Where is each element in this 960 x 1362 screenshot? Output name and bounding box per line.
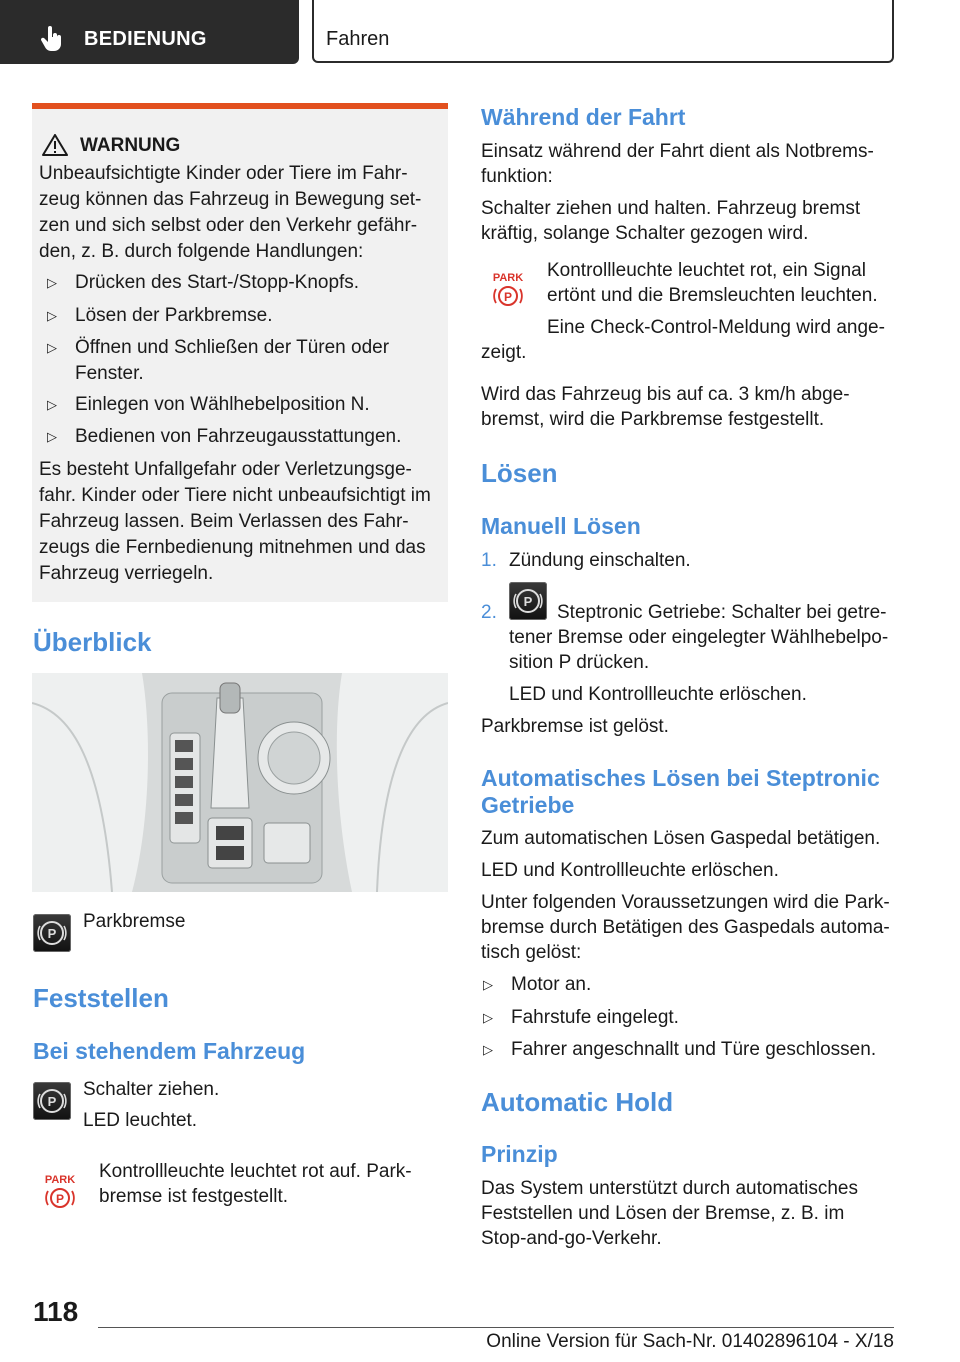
heading-line: Getriebe <box>481 792 575 818</box>
heading-line: Automatisches Lösen bei Steptronic <box>481 765 880 791</box>
svg-text:P: P <box>47 1094 57 1109</box>
heading-automatic-hold: Automatic Hold <box>481 1087 674 1117</box>
text-line: funktion: <box>481 166 553 187</box>
text-line: fahr. Kinder oder Tiere nicht unbeaufsichtigt im <box>39 485 431 506</box>
bullet-triangle-icon: ▷ <box>47 308 57 323</box>
text-line: ertönt und die Bremsleuchten leuchten. <box>547 285 878 306</box>
text-line: Eine Check-Control-Meldung wird ange- <box>547 317 885 338</box>
section-tab <box>0 0 299 64</box>
text-line: Kontrollleuchte leuchtet rot, ein Signal <box>547 260 866 281</box>
svg-text:PARK: PARK <box>492 272 524 284</box>
heading-prinzip: Prinzip <box>481 1141 558 1167</box>
center-console-image <box>32 673 448 892</box>
bullet-triangle-icon: ▷ <box>47 275 57 290</box>
text-line: den, z. B. durch folgende Handlungen: <box>39 241 364 262</box>
svg-text:PARK: PARK <box>44 1174 76 1186</box>
bullet-triangle-icon: ▷ <box>47 429 57 444</box>
heading-ueberblick: Überblick <box>33 627 152 657</box>
step-text: LED und Kontrollleuchte erlöschen. <box>509 684 807 705</box>
svg-text:P: P <box>47 926 57 941</box>
svg-text:P: P <box>523 594 533 609</box>
svg-text:P: P <box>503 290 513 304</box>
warning-title: WARNUNG <box>80 135 181 156</box>
warning-triangle-icon <box>42 134 68 156</box>
hand-pointer-icon <box>40 26 64 52</box>
text-line: bremse durch Betätigen des Gaspedals automa- <box>481 917 890 938</box>
text-line: Parkbremse ist gelöst. <box>481 716 669 737</box>
step-number: 1. <box>481 550 497 571</box>
text-line: zeug können das Fahrzeug in Bewegung set- <box>39 189 422 210</box>
text-line: Fahrzeug lassen. Beim Verlassen des Fahr- <box>39 511 409 532</box>
chapter-tab <box>312 0 894 63</box>
text-line: tisch gelöst: <box>481 942 582 963</box>
park-warning-light-icon <box>40 1172 80 1212</box>
bullet-triangle-icon: ▷ <box>483 977 493 992</box>
step-text: tener Bremse oder eingelegter Wählhebelpo- <box>509 627 889 648</box>
page-number: 118 <box>33 1296 79 1327</box>
heading-manuell-loesen: Manuell Lösen <box>481 513 641 539</box>
svg-text:P: P <box>55 1192 65 1206</box>
footer-divider <box>98 1327 894 1328</box>
text-line: Schalter ziehen. <box>83 1079 220 1100</box>
heading-automatisches-loesen <box>481 765 880 819</box>
heading-waehrend-fahrt: Während der Fahrt <box>481 104 686 130</box>
text-line: zen und sich selbst oder den Verkehr gefähr- <box>39 215 418 236</box>
text-line: Kontrollleuchte leuchtet rot auf. Park- <box>99 1161 412 1182</box>
text-line: Das System unterstützt durch automatisches <box>481 1178 858 1199</box>
text-line: Einsatz während der Fahrt dient als Notbrems- <box>481 141 874 162</box>
bullet-triangle-icon: ▷ <box>483 1010 493 1025</box>
text-line: Wird das Fahrzeug bis auf ca. 3 km/h abge- <box>481 384 850 405</box>
text-line: bremse ist festgestellt. <box>99 1186 289 1207</box>
text-line: Fahrzeug verriegeln. <box>39 563 214 584</box>
text-line: Zum automatischen Lösen Gaspedal betätigen. <box>481 828 881 849</box>
chapter-title: Fahren <box>326 28 390 50</box>
bullet-triangle-icon: ▷ <box>47 340 57 355</box>
text-line: bremst, wird die Parkbremse festgestellt. <box>481 409 825 430</box>
park-warning-light-icon <box>488 270 528 310</box>
text-line: Feststellen und Lösen der Bremse, z. B. im <box>481 1203 845 1224</box>
text-line: zeigt. <box>481 342 527 363</box>
footer-version: Online Version für Sach-Nr. 01402896104 - X/18 <box>486 1331 894 1352</box>
parking-brake-switch-icon <box>33 914 71 952</box>
text-line: Unter folgenden Voraussetzungen wird die Park- <box>481 892 890 913</box>
section-title: BEDIENUNG <box>84 28 207 50</box>
text-line: Schalter ziehen und halten. Fahrzeug bremst <box>481 198 861 219</box>
text-line: Stop-and-go-Verkehr. <box>481 1228 662 1249</box>
text-line: LED und Kontrollleuchte erlöschen. <box>481 860 779 881</box>
text-line: Unbeaufsichtigte Kinder oder Tiere im Fahr- <box>39 163 408 184</box>
heading-loesen: Lösen <box>481 458 558 488</box>
step-text: sition P drücken. <box>509 652 650 673</box>
warning-intro <box>39 161 444 265</box>
text-line: kräftig, solange Schalter gezogen wird. <box>481 223 809 244</box>
step-text: Zündung einschalten. <box>509 550 691 571</box>
step-number: 2. <box>481 602 497 623</box>
bullet-triangle-icon: ▷ <box>47 397 57 412</box>
text-line: zeugs die Fernbedienung mitnehmen und das <box>39 537 426 558</box>
step-text: Steptronic Getriebe: Schalter bei getre- <box>557 602 887 623</box>
bullet-triangle-icon: ▷ <box>483 1042 493 1057</box>
list-item-continued: Fenster. <box>75 363 144 384</box>
text-line: Es besteht Unfallgefahr oder Verletzungsge- <box>39 459 412 480</box>
parking-brake-switch-icon <box>33 1082 71 1120</box>
heading-stehend: Bei stehendem Fahrzeug <box>33 1038 306 1064</box>
center-console-illustration <box>32 673 448 892</box>
warning-outro <box>39 457 444 587</box>
heading-feststellen: Feststellen <box>33 983 169 1013</box>
caption-parkbremse: Parkbremse <box>83 911 186 932</box>
text-line: LED leuchtet. <box>83 1110 198 1131</box>
parking-brake-switch-icon <box>509 582 547 620</box>
